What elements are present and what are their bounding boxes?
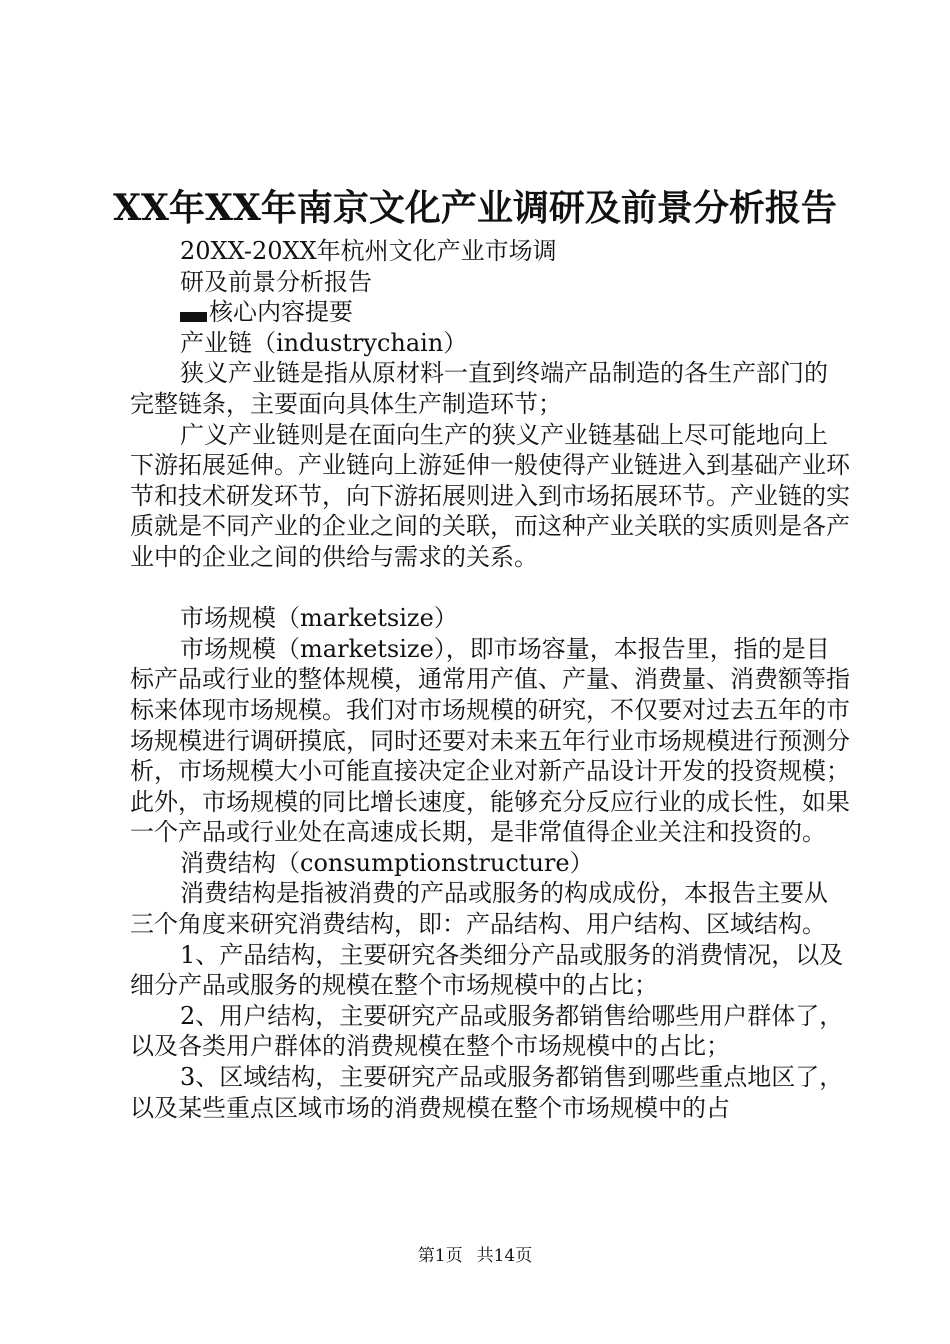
page-footer — [0, 1244, 950, 1268]
consumption-structure-heading: 消费结构（consumptionstructure） — [180, 848, 594, 877]
page-number-current: 第1页 — [417, 1246, 463, 1266]
market-size-paragraph: 市场规模（marketsize），即市场容量，本报告里，指的是目标产品或行业的整体规模，通常用产值、产量、消费量、消费额等指标来体现市场规模。我们对市场规模的研究，不仅要对过去五年的市场规模进行调研摸底，同时还要对未来五年行业市场规模进行预测分析，市场规模大小可能直接决定企业对新产品设计开发的投资规模；此外，市场规模的同比增长速度，能够充分反应行业的成长性，如果一个产品或行业处在高速成长期，是非常值得企业关注和投资的。 — [130, 634, 850, 847]
consumption-structure-paragraph: 消费结构是指被消费的产品或服务的构成成份，本报告主要从三个角度来研究消费结构，即：产品结构、用户结构、区域结构。 — [130, 879, 828, 939]
subtitle-line-2: 研及前景分析报告 — [180, 267, 372, 296]
industry-chain-paragraph-2: 广义产业链则是在面向生产的狭义产业链基础上尽可能地向上下游拓展延伸。产业链向上游延伸一般使得产业链进入到基础产业环节和技术研发环节，向下游拓展则进入到市场拓展环节。产业链的实质就是不同产业的企业之间的关联，而这种产业关联的实质则是各产业中的企业之间的供给与需求的关系。 — [130, 420, 850, 571]
regional-structure-item: 3、区域结构，主要研究产品或服务都销售到哪些重点地区了，以及某些重点区域市场的消费规模在整个市场规模中的占 — [130, 1063, 844, 1122]
market-size-heading: 市场规模（marketsize） — [180, 604, 458, 633]
document-body — [130, 236, 850, 1123]
page-number-total: 共14页 — [476, 1246, 533, 1266]
document-title: XX年XX年南京文化产业调研及前景分析报告 — [113, 187, 837, 229]
subtitle-line-1: 20XX-20XX年杭州文化产业市场调 — [180, 237, 557, 265]
key-content-heading — [130, 297, 850, 328]
industry-chain-heading: 产业链（industrychain） — [180, 328, 468, 357]
key-content-heading-text: 核心内容提要 — [209, 298, 353, 327]
product-structure-item: 1、产品结构，主要研究各类细分产品或服务的消费情况，以及细分产品或服务的规模在整个市场规模中的占比； — [130, 940, 844, 1000]
user-structure-item: 2、用户结构，主要研究产品或服务都销售给哪些用户群体了，以及各类用户群体的消费规模在整个市场规模中的占比； — [130, 1001, 844, 1061]
industry-chain-paragraph-1: 狭义产业链是指从原材料一直到终端产品制造的各生产部门的完整链条，主要面向具体生产制造环节； — [130, 359, 828, 418]
section-spacer — [130, 573, 850, 604]
square-bullet-icon — [180, 312, 207, 322]
